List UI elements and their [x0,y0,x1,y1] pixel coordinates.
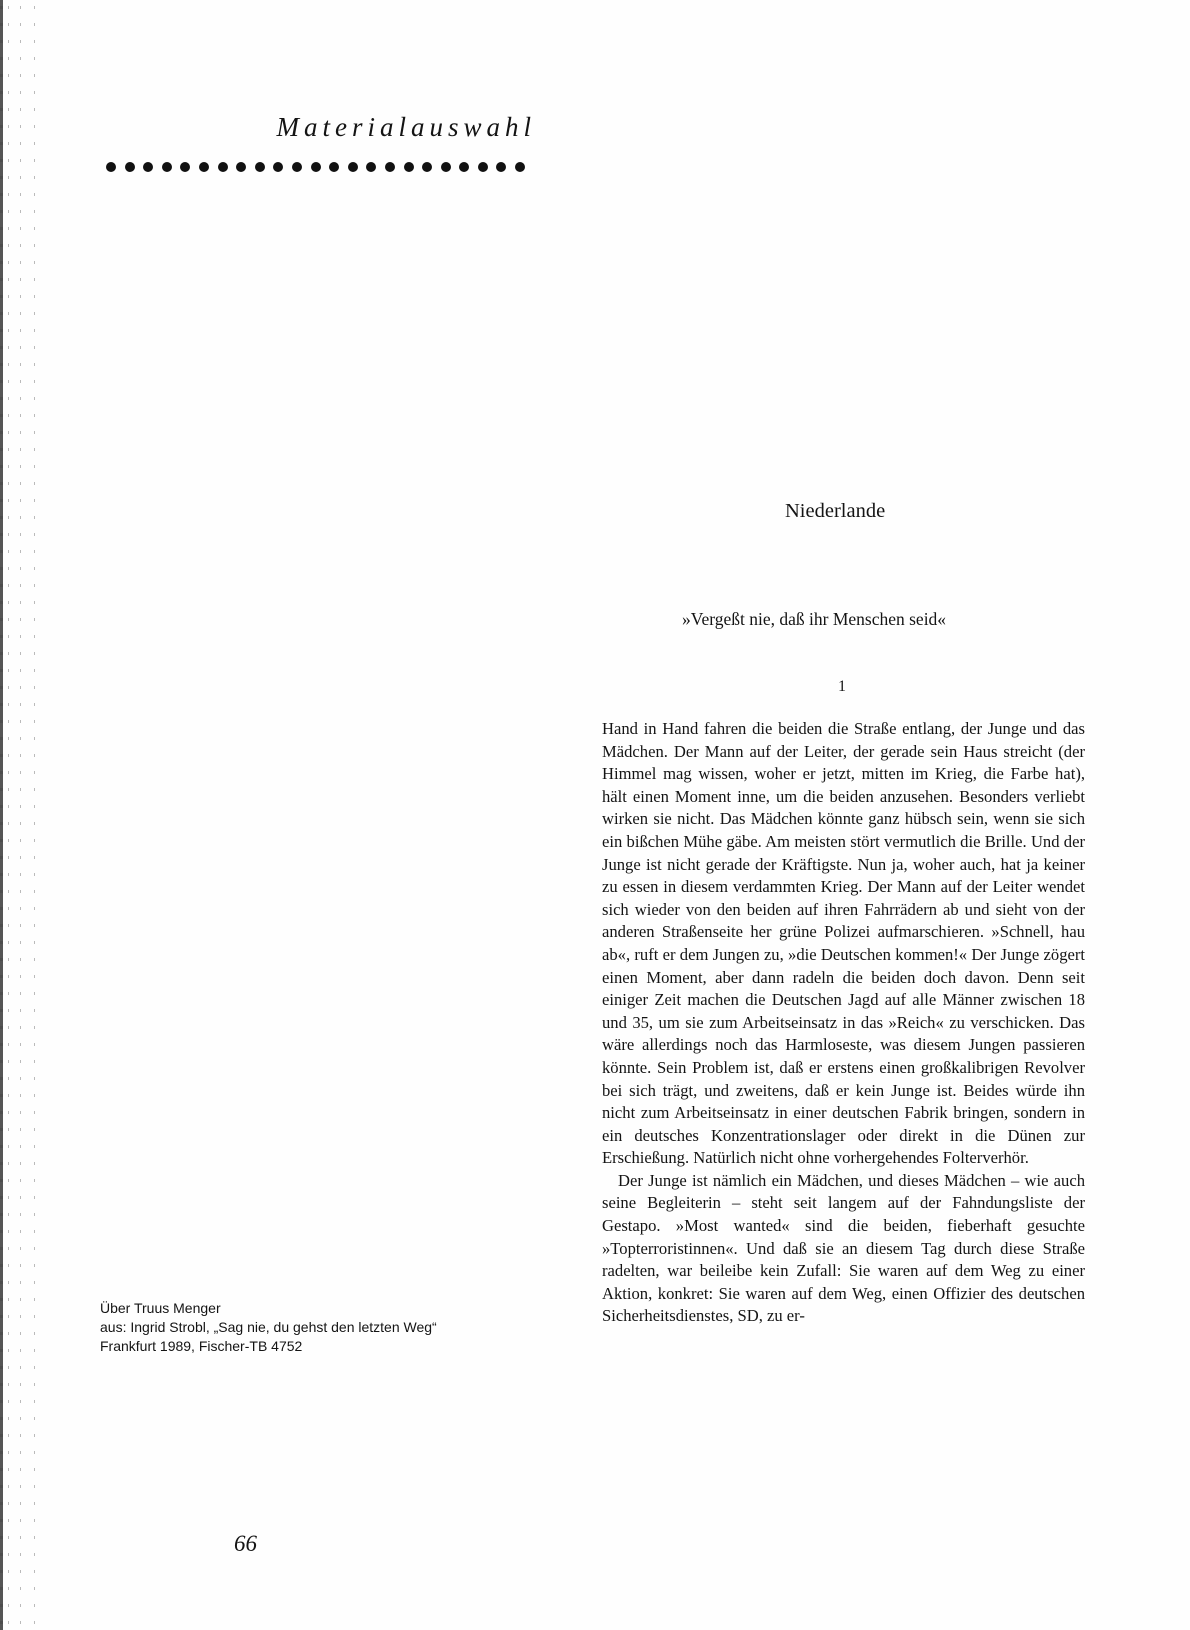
decorative-dot [180,162,190,172]
decorative-dot [348,162,358,172]
paragraph: Der Junge ist nämlich ein Mädchen, und dieses Mädchen – wie auch seine Begleiterin – steht seit langem auf der Fahndungsliste der Gestapo. »Most wanted« sind die beiden, fieberhaft gesuchte »Topterroristinnen«. Und daß sie an diesem Tag durch diese Straße radelten, war beileibe kein Zufall: Sie waren auf dem Weg zu einer Aktion, konkret: Sie waren auf dem Weg, einen Offizier des deutschen Sicherheitsdienstes, SD, zu er- [602,1170,1085,1326]
decorative-dot [329,162,339,172]
decorative-dot [422,162,432,172]
page-number: 66 [234,1531,257,1556]
decorative-dot [441,162,451,172]
decorative-dot [459,162,469,172]
country-heading: Niederlande [785,500,886,522]
decorative-dot [292,162,302,172]
decorative-dot [125,162,135,172]
source-note-line: aus: Ingrid Strobl, „Sag nie, du gehst den letzten Weg“ [100,1319,437,1335]
decorative-dot [255,162,265,172]
decorative-dot [199,162,209,172]
source-note-line: Über Truus Menger [100,1300,221,1316]
decorative-dot [236,162,246,172]
paragraph: Hand in Hand fahren die beiden die Straße entlang, der Junge und das Mädchen. Der Mann auf der Leiter, der gerade sein Haus streicht (der Himmel mag wissen, woher er jetzt, mitten im Krieg, die Farbe hat), hält einen Moment inne, um die beiden anzusehen. Besonders verliebt wirken sie nicht. Das Mädchen könnte ganz hübsch sein, wenn sie sich ein bißchen Mühe gäbe. Am meisten stört vermutlich die Brille. Und der Junge ist nicht gerade der Kräftigste. Nun ja, woher auch, hat ja keiner zu essen in diesem verdammten Krieg. Der Mann auf der Leiter wendet sich wieder von den beiden auf ihren Fahrrädern ab und sieht von der anderen Straßenseite her grüne Polizei aufmarschieren. »Schnell, hau ab«, ruft er dem Jungen zu, »die Deutschen kommen!« Der Junge zögert einen Moment, aber dann radeln die beiden doch davon. Denn seit einiger Zeit machen die Deutschen Jagd auf alle Männer zwischen 18 und 35, um sie zum Arbeitseinsatz in das »Reich« zu verschicken. Das wäre allerdings noch das Harmloseste, was diesem Jungen passieren könnte. Sein Problem ist, daß er erstens einen großkalibrigen Revolver bei sich trägt, und zweitens, daß er kein Junge ist. Beides würde ihn nicht zum Arbeitseinsatz in einer deutschen Fabrik bringen, sondern in ein deutsches Konzentrationslager oder direkt in die Dünen zur Erschießung. Natürlich nicht ohne vorhergehendes Folterverhör. [602,719,1085,1168]
decorative-dot [366,162,376,172]
chapter-number: 1 [838,678,846,695]
source-note [100,1299,437,1356]
decorative-dot [404,162,414,172]
decorative-dot [143,162,153,172]
decorative-dot-row [106,162,534,176]
decorative-dot [478,162,488,172]
section-title: Materialauswahl [276,112,536,142]
decorative-dot [515,162,525,172]
decorative-dot [162,162,172,172]
decorative-dot [385,162,395,172]
decorative-dot [311,162,321,172]
body-text [602,718,1085,1328]
story-title: »Vergeßt nie, daß ihr Menschen seid« [682,609,947,629]
binding-edge-scan-artifact [0,0,54,1630]
decorative-dot [218,162,228,172]
decorative-dot [273,162,283,172]
decorative-dot [496,162,506,172]
decorative-dot [106,162,116,172]
source-note-line: Frankfurt 1989, Fischer-TB 4752 [100,1338,303,1354]
